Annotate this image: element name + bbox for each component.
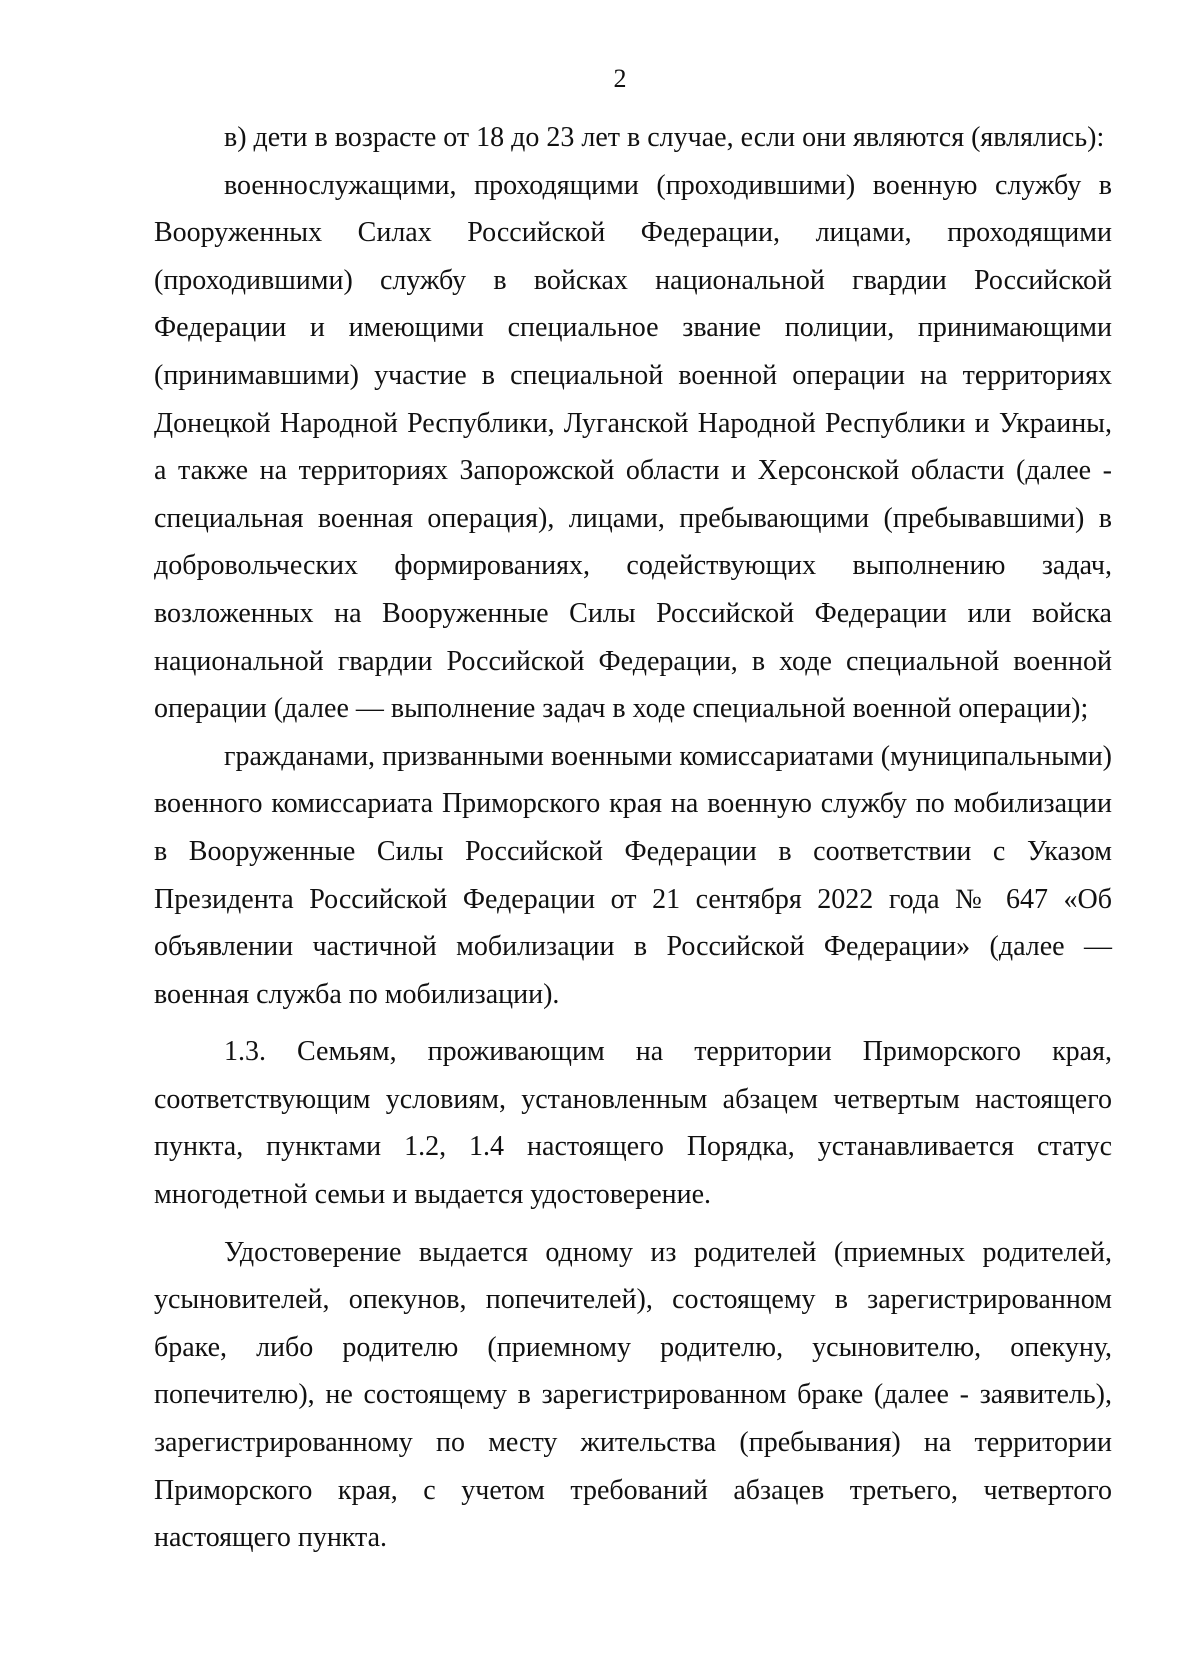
paragraph-mobilized-citizens: гражданами, призванными военными комиссариатами (муниципальными) военного комиссариата Приморского края на военную службу по мобилизации в Вооруженные Силы Российской Федерации в соответствии с Указом Президента Российской Федерации от 21 сентября 2022 года № 647 «Об объявлении частичной мобилизации в Российской Федерации» (далее — военная служба по мобилизации). [154, 740, 1112, 1010]
paragraph-servicemen: военнослужащими, проходящими (проходившими) военную службу в Вооруженных Силах Российской Федерации, лицами, проходящими (проходившими) службу в войсках национальной гвардии Российской Федерации и имеющими специальное звание полиции, принимающими (принимавшими) участие в специальной военной операции на территориях Донецкой Народной Республики, Луганской Народной Республики и Украины, а также на территориях Запорожской области и Херсонской области (далее - специальная военная операция), лицами, пребывающими (пребывавшими) в добровольческих формированиях, содействующих выполнению задач, возложенных на Вооруженные Силы Российской Федерации или войска национальной гвардии Российской Федерации, в ходе специальной военной операции (далее — выполнение задач в ходе специальной военной операции); [154, 169, 1112, 725]
page-number: 2 [613, 64, 627, 93]
paragraph-subpoint-v: в) дети в возрасте от 18 до 23 лет в случае, если они являются (являлись): [224, 122, 1105, 153]
document-body [154, 114, 1112, 1562]
paragraph-certificate-issuance: Удостоверение выдается одному из родителей (приемных родителей, усыновителей, опекунов, попечителей), состоящему в зарегистрированном браке, либо родителю (приемному родителю, усыновителю, опекуну, попечителю), не состоящему в зарегистрированном браке (далее - заявитель), зарегистрированному по месту жительства (пребывания) на территории Приморского края, с учетом требований абзацев третьего, четвертого настоящего пункта. [154, 1236, 1112, 1554]
paragraph-clause-1-3: 1.3. Семьям, проживающим на территории Приморского края, соответствующим условиям, установленным абзацем четвертым настоящего пункта, пунктами 1.2, 1.4 настоящего Порядка, устанавливается статус многодетной семьи и выдается удостоверение. [154, 1036, 1112, 1211]
